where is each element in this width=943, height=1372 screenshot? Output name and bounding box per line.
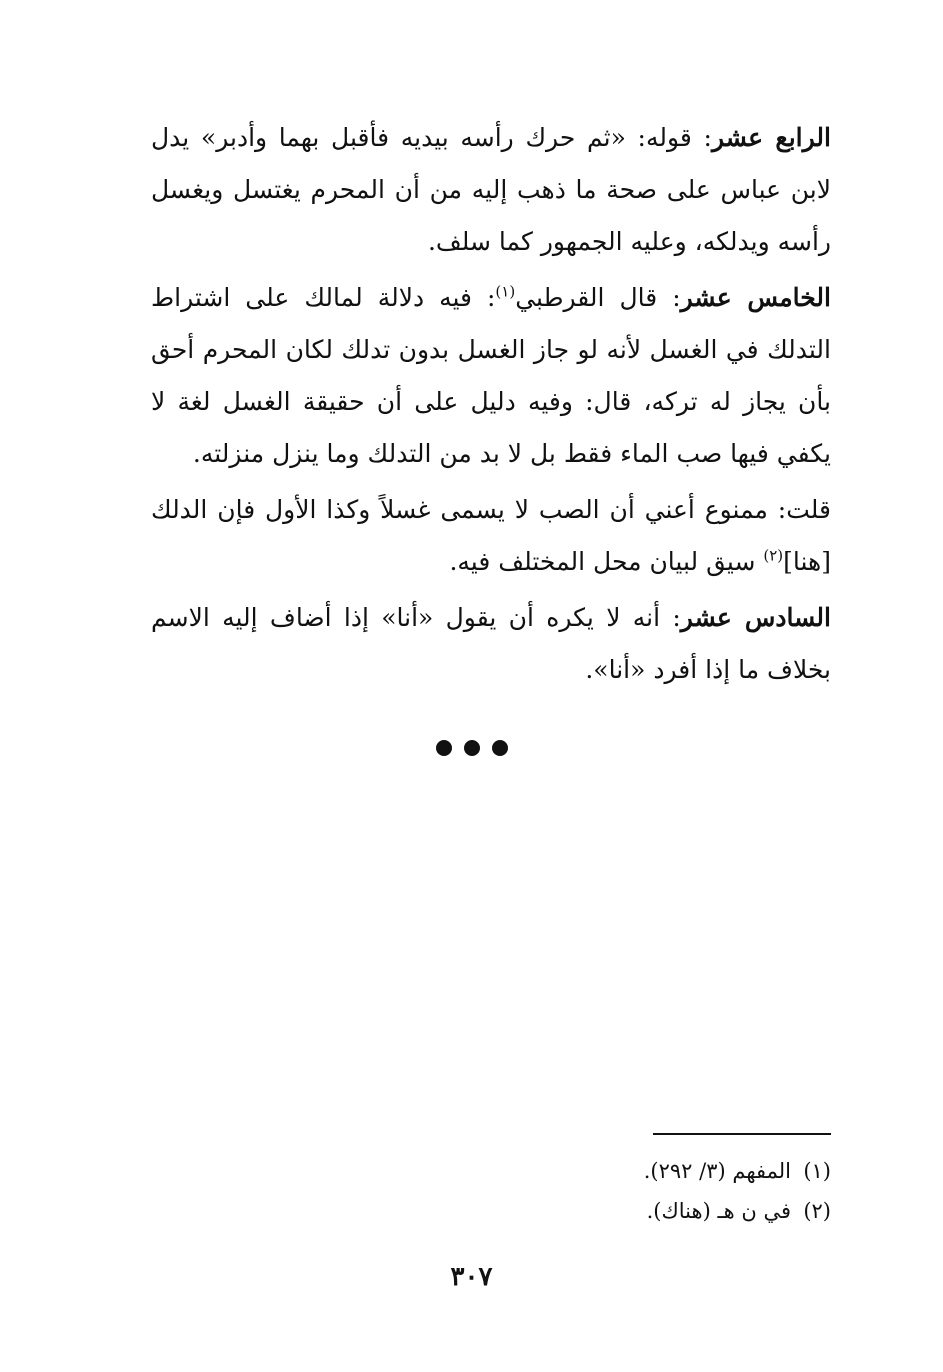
paragraph-sixteenth <box>151 592 831 696</box>
footnote-number: (٢) <box>803 1199 831 1223</box>
footnote-number: (١) <box>803 1159 831 1183</box>
separator-dot <box>464 740 480 756</box>
paragraph-comment <box>151 484 831 588</box>
footnote-ref-2[interactable]: (٢) <box>763 546 784 565</box>
paragraph-text: : قال القرطبي <box>515 283 681 312</box>
paragraph-text: : قوله: «ثم حرك رأسه بيديه فأقبل بهما وأدبر» يدل لابن عباس على صحة ما ذهب إليه من أن المحرم يغتسل ويغسل رأسه ويدلكه، وعليه الجمهور كما سلف. <box>151 123 831 256</box>
footnote-text: المفهم (٣/ ٢٩٢). <box>643 1159 791 1183</box>
paragraph-text: سيق لبيان محل المختلف فيه. <box>449 547 764 576</box>
paragraph-heading: الرابع عشر <box>711 123 831 152</box>
paragraph-text: : فيه دلالة لمالك على اشتراط التدلك في الغسل لأنه لو جاز الغسل بدون تدلك لكان المحرم أحق بأن يجاز له تركه، قال: وفيه دليل على أن حقيقة الغسل لغة لا يكفي فيها صب الماء فقط بل لا بد من التدلك وما ينزل منزلته. <box>151 283 831 468</box>
separator-dot <box>436 740 452 756</box>
paragraph-fourteenth <box>151 112 831 268</box>
footnote-divider <box>653 1133 831 1135</box>
separator-dot <box>492 740 508 756</box>
paragraph-text: قلت: ممنوع أعني أن الصب لا يسمى غسلاً وكذا الأول فإن الدلك [هنا] <box>151 495 831 576</box>
paragraph-heading: السادس عشر <box>680 603 831 632</box>
page-number: ٣٠٧ <box>450 1262 493 1292</box>
paragraph-heading: الخامس عشر <box>680 283 831 312</box>
paragraph-fifteenth <box>151 272 831 480</box>
footnote-ref-1[interactable]: (١) <box>495 282 516 301</box>
paragraph-text: : أنه لا يكره أن يقول «أنا» إذا أضاف إليه الاسم بخلاف ما إذا أفرد «أنا». <box>151 603 831 684</box>
footnote-text: في ن هـ (هناك). <box>646 1199 791 1223</box>
section-separator <box>0 740 943 760</box>
footnote-1 <box>151 1156 831 1186</box>
footnote-2 <box>151 1196 831 1226</box>
